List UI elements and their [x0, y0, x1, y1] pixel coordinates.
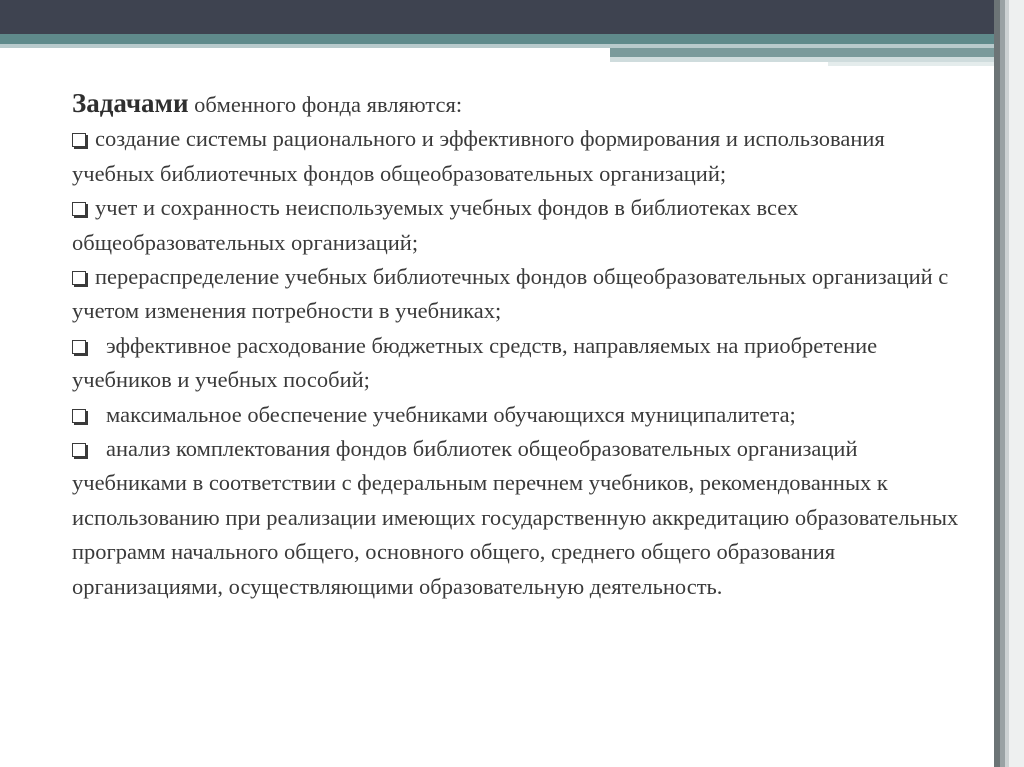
checkbox-bullet-icon: [72, 133, 86, 147]
right-edge-stripe: [1009, 0, 1024, 767]
decorative-stripe: [610, 48, 1024, 57]
list-item: [72, 398, 972, 432]
checkbox-bullet-icon: [72, 443, 86, 457]
header-accent-stripe: [0, 34, 1024, 44]
list-item: [72, 432, 972, 604]
list-item: [72, 260, 972, 329]
header-band: [0, 0, 1024, 34]
task-list: [72, 122, 972, 604]
list-item: [72, 122, 972, 191]
list-item-text: перераспределение учебных библиотечных фондов общеобразовательных организаций с учетом изменения потребности в учебниках;: [72, 264, 949, 324]
checkbox-bullet-icon: [72, 340, 86, 354]
list-item-text: анализ комплектования фондов библиотек общеобразовательных организаций учебниками в соответствии с федеральным перечнем учебников, рекомендованных к использованию при реализации имеющих государственную аккредитацию образовательных программ начального общего, основного общего, среднего общего образования организациями, осуществляющими образовательную деятельность.: [72, 436, 959, 599]
list-item: [72, 191, 972, 260]
list-item-text: учет и сохранность неиспользуемых учебных фондов в библиотеках всех общеобразовательных организаций;: [72, 195, 799, 255]
checkbox-bullet-icon: [72, 409, 86, 423]
checkbox-bullet-icon: [72, 202, 86, 216]
list-item-text: эффективное расходование бюджетных средств, направляемых на приобретение учебников и учебных пособий;: [72, 332, 878, 393]
heading-text: обменного фонда являются:: [188, 92, 463, 117]
list-item-text: создание системы рационального и эффективного формирования и использования учебных библиотечных фондов общеобразовательных организаций;: [72, 126, 885, 186]
checkbox-bullet-icon: [72, 271, 86, 285]
slide-body: [72, 86, 972, 604]
heading-bold-word: Задачами: [72, 88, 189, 118]
slide-heading: [72, 86, 972, 122]
list-item-text: максимальное обеспечение учебниками обучающихся муниципалитета;: [106, 401, 796, 427]
list-item: [72, 329, 972, 398]
